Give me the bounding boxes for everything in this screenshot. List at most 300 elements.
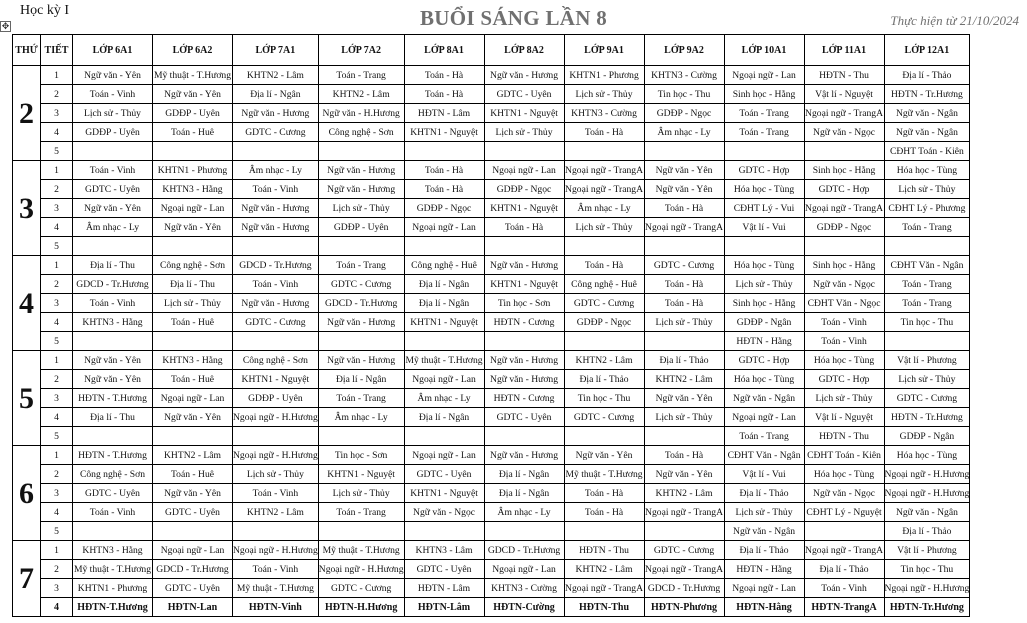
lesson-cell: KHTN1 - Nguyệt [484, 199, 564, 218]
lesson-cell: Ngoại ngữ - Lan [484, 161, 564, 180]
lesson-cell: Vật lí - Vui [724, 218, 804, 237]
period-cell: 1 [41, 351, 73, 370]
lesson-cell: Ngoại ngữ - TrangA [564, 579, 644, 598]
lesson-cell: Toán - Vinh [233, 560, 319, 579]
timetable [12, 34, 970, 617]
lesson-cell: GDTC - Uyên [73, 484, 153, 503]
lesson-cell: GDTC - Hợp [804, 370, 884, 389]
lesson-cell [318, 522, 404, 541]
lesson-cell: HĐTN-Phương [644, 598, 724, 617]
lesson-cell: GDCD - Tr.Hương [644, 579, 724, 598]
lesson-cell: Địa lí - Ngân [233, 85, 319, 104]
lesson-cell: CĐHT Toán - Kiên [804, 446, 884, 465]
lesson-cell: Ngoại ngữ - TrangA [804, 199, 884, 218]
lesson-cell: Ngữ văn - H.Hương [318, 104, 404, 123]
column-header: LỚP 9A1 [564, 35, 644, 66]
lesson-cell: Lịch sử - Thủy [884, 180, 970, 199]
lesson-cell: GDTC - Cương [233, 313, 319, 332]
lesson-cell: KHTN3 - Cường [484, 579, 564, 598]
lesson-cell: GDTC - Cương [318, 579, 404, 598]
lesson-cell: Toán - Huê [153, 123, 233, 142]
lesson-cell: Ngoại ngữ - H.Hương [233, 408, 319, 427]
lesson-cell: Ngữ văn - Yên [73, 351, 153, 370]
lesson-cell: HĐTN-TrangA [804, 598, 884, 617]
column-header: LỚP 7A2 [318, 35, 404, 66]
lesson-cell: HĐTN - Hằng [724, 332, 804, 351]
lesson-cell: Ngữ văn - Hương [318, 351, 404, 370]
lesson-cell: KHTN3 - Cường [564, 104, 644, 123]
period-cell: 1 [41, 161, 73, 180]
lesson-cell: Vật lí - Phương [884, 541, 970, 560]
lesson-cell: CĐHT Lý - Nguyệt [804, 503, 884, 522]
lesson-cell: Ngữ văn - Ngọc [804, 123, 884, 142]
period-cell: 2 [41, 275, 73, 294]
lesson-cell: HĐTN - T.Hương [73, 389, 153, 408]
lesson-cell [644, 237, 724, 256]
lesson-cell: Toán - Hà [564, 256, 644, 275]
lesson-cell [318, 332, 404, 351]
lesson-cell: Ngữ văn - Yên [644, 161, 724, 180]
lesson-cell: Sinh học - Hằng [804, 256, 884, 275]
lesson-cell: CĐHT Toán - Kiên [884, 142, 970, 161]
lesson-cell: Ngoại ngữ - H.Hương [884, 579, 970, 598]
table-row [13, 123, 970, 142]
table-row [13, 484, 970, 503]
lesson-cell: KHTN3 - Hằng [73, 313, 153, 332]
lesson-cell: GDCD - Tr.Hương [73, 275, 153, 294]
lesson-cell: KHTN1 - Nguyệt [484, 104, 564, 123]
lesson-cell: Mỹ thuật - T.Hương [153, 66, 233, 85]
lesson-cell: Lịch sử - Thủy [564, 218, 644, 237]
lesson-cell: KHTN2 - Lâm [153, 446, 233, 465]
lesson-cell: Lịch sử - Thủy [804, 389, 884, 408]
lesson-cell: Ngữ văn - Hương [484, 256, 564, 275]
lesson-cell: GDĐP - Uyên [318, 218, 404, 237]
period-cell: 4 [41, 218, 73, 237]
lesson-cell: KHTN1 - Phương [564, 66, 644, 85]
lesson-cell: Vật lí - Nguyệt [804, 85, 884, 104]
table-row [13, 389, 970, 408]
period-cell: 2 [41, 370, 73, 389]
day-cell: 3 [13, 161, 41, 256]
lesson-cell: KHTN2 - Lâm [644, 484, 724, 503]
lesson-cell: Ngoại ngữ - Lan [404, 446, 484, 465]
lesson-cell: Công nghệ - Sơn [318, 123, 404, 142]
table-row [13, 332, 970, 351]
lesson-cell: KHTN2 - Lâm [644, 370, 724, 389]
table-row [13, 503, 970, 522]
lesson-cell: Ngữ văn - Hương [318, 313, 404, 332]
lesson-cell: Tin học - Thu [644, 85, 724, 104]
lesson-cell: Lịch sử - Thủy [318, 484, 404, 503]
lesson-cell [318, 142, 404, 161]
lesson-cell: Ngoại ngữ - Lan [404, 370, 484, 389]
lesson-cell: KHTN2 - Lâm [233, 503, 319, 522]
lesson-cell: Toán - Trang [318, 66, 404, 85]
lesson-cell: Toán - Trang [724, 427, 804, 446]
lesson-cell: Hóa học - Tùng [804, 465, 884, 484]
lesson-cell: Toán - Vinh [73, 85, 153, 104]
lesson-cell [404, 522, 484, 541]
lesson-cell: Ngữ văn - Yên [644, 465, 724, 484]
lesson-cell: GDTC - Uyên [153, 579, 233, 598]
lesson-cell: Địa lí - Thu [73, 256, 153, 275]
lesson-cell: Toán - Hà [564, 123, 644, 142]
lesson-cell [318, 427, 404, 446]
lesson-cell: Lịch sử - Thủy [318, 199, 404, 218]
table-row [13, 161, 970, 180]
day-cell: 4 [13, 256, 41, 351]
lesson-cell: HĐTN - Tr.Hương [884, 85, 970, 104]
lesson-cell: Mỹ thuật - T.Hương [233, 579, 319, 598]
period-cell: 5 [41, 522, 73, 541]
period-cell: 1 [41, 446, 73, 465]
lesson-cell [233, 427, 319, 446]
header-row [13, 35, 970, 66]
lesson-cell: KHTN1 - Nguyệt [484, 275, 564, 294]
lesson-cell: GDĐP - Uyên [153, 104, 233, 123]
lesson-cell: Địa lí - Ngân [404, 408, 484, 427]
lesson-cell: Toán - Hà [404, 180, 484, 199]
table-row [13, 275, 970, 294]
lesson-cell: Ngữ văn - Ngân [724, 522, 804, 541]
lesson-cell: GDĐP - Ngọc [484, 180, 564, 199]
term-label: Học kỳ I [20, 3, 69, 18]
lesson-cell: Toán - Vinh [73, 161, 153, 180]
lesson-cell [153, 332, 233, 351]
lesson-cell: Lịch sử - Thủy [564, 85, 644, 104]
lesson-cell [644, 427, 724, 446]
table-row [13, 370, 970, 389]
lesson-cell: Toán - Vinh [804, 579, 884, 598]
lesson-cell: Công nghệ - Sơn [153, 256, 233, 275]
lesson-cell: HĐTN - Lâm [404, 579, 484, 598]
lesson-cell: Toán - Hà [644, 446, 724, 465]
period-cell: 5 [41, 142, 73, 161]
lesson-cell: HĐTN - Thu [804, 427, 884, 446]
lesson-cell: Ngữ văn - Hương [318, 180, 404, 199]
day-cell: 7 [13, 541, 41, 617]
lesson-cell: Ngoại ngữ - TrangA [564, 161, 644, 180]
lesson-cell: Địa lí - Thảo [724, 541, 804, 560]
lesson-cell: Toán - Vinh [233, 484, 319, 503]
lesson-cell: Mỹ thuật - T.Hương [564, 465, 644, 484]
lesson-cell: Lịch sử - Thủy [233, 465, 319, 484]
lesson-cell: Hóa học - Tùng [724, 180, 804, 199]
lesson-cell: Toán - Huê [153, 313, 233, 332]
lesson-cell: Ngữ văn - Hương [484, 351, 564, 370]
lesson-cell: Ngoại ngữ - Lan [153, 389, 233, 408]
lesson-cell: Ngoại ngữ - Lan [724, 579, 804, 598]
lesson-cell: Địa lí - Thảo [804, 560, 884, 579]
lesson-cell: Địa lí - Ngân [404, 294, 484, 313]
lesson-cell: GDĐP - Ngọc [404, 199, 484, 218]
lesson-cell: Toán - Huê [153, 370, 233, 389]
lesson-cell [153, 142, 233, 161]
lesson-cell [484, 522, 564, 541]
lesson-cell: Ngoại ngữ - Lan [724, 408, 804, 427]
lesson-cell [73, 142, 153, 161]
lesson-cell: Toán - Hà [564, 503, 644, 522]
lesson-cell: CĐHT Lý - Phương [884, 199, 970, 218]
column-header: LỚP 6A1 [73, 35, 153, 66]
lesson-cell: Tin học - Sơn [484, 294, 564, 313]
period-cell: 3 [41, 199, 73, 218]
lesson-cell: Toán - Trang [318, 389, 404, 408]
lesson-cell: Ngữ văn - Yên [73, 370, 153, 389]
lesson-cell: KHTN3 - Hằng [153, 180, 233, 199]
period-cell: 3 [41, 389, 73, 408]
period-cell: 5 [41, 427, 73, 446]
lesson-cell: Lịch sử - Thủy [724, 503, 804, 522]
lesson-cell: Địa lí - Thảo [724, 484, 804, 503]
lesson-cell: CĐHT Văn - Ngân [884, 256, 970, 275]
period-cell: 4 [41, 503, 73, 522]
lesson-cell: Sinh học - Hằng [804, 161, 884, 180]
lesson-cell: Hóa học - Tùng [724, 370, 804, 389]
lesson-cell: Ngoại ngữ - Lan [153, 541, 233, 560]
lesson-cell: KHTN1 - Nguyệt [404, 123, 484, 142]
lesson-cell [233, 142, 319, 161]
lesson-cell: GDTC - Uyên [404, 465, 484, 484]
table-row [13, 408, 970, 427]
period-cell: 4 [41, 313, 73, 332]
lesson-cell [404, 237, 484, 256]
lesson-cell [318, 237, 404, 256]
table-row [13, 199, 970, 218]
lesson-cell: Toán - Vinh [804, 332, 884, 351]
column-header: LỚP 11A1 [804, 35, 884, 66]
lesson-cell: Địa lí - Thảo [884, 66, 970, 85]
table-row [13, 313, 970, 332]
lesson-cell [644, 142, 724, 161]
lesson-cell: Ngữ văn - Ngân [884, 503, 970, 522]
lesson-cell: KHTN3 - Hằng [153, 351, 233, 370]
lesson-cell [564, 237, 644, 256]
lesson-cell: Tin học - Thu [564, 389, 644, 408]
lesson-cell: KHTN3 - Cường [644, 66, 724, 85]
lesson-cell [724, 237, 804, 256]
lesson-cell: Lịch sử - Thủy [644, 313, 724, 332]
lesson-cell: Lịch sử - Thủy [153, 294, 233, 313]
lesson-cell [724, 142, 804, 161]
table-move-handle-icon[interactable]: ✥ [1, 21, 10, 31]
lesson-cell: Toán - Vinh [73, 294, 153, 313]
table-row [13, 560, 970, 579]
lesson-cell: Ngữ văn - Yên [644, 389, 724, 408]
lesson-cell: Địa lí - Thu [73, 408, 153, 427]
lesson-cell [153, 427, 233, 446]
lesson-cell [884, 237, 970, 256]
lesson-cell [564, 332, 644, 351]
table-row [13, 85, 970, 104]
lesson-cell: GDĐP - Uyên [73, 123, 153, 142]
column-header: TIẾT [41, 35, 73, 66]
lesson-cell: Toán - Hà [404, 66, 484, 85]
lesson-cell: Ngoại ngữ - TrangA [564, 180, 644, 199]
column-header: LỚP 12A1 [884, 35, 970, 66]
lesson-cell: Ngoại ngữ - TrangA [804, 541, 884, 560]
table-row [13, 256, 970, 275]
lesson-cell: GDCD - Tr.Hương [233, 256, 319, 275]
table-row [13, 351, 970, 370]
period-cell: 4 [41, 408, 73, 427]
lesson-cell: Tin học - Thu [884, 313, 970, 332]
table-row [13, 66, 970, 85]
period-cell: 5 [41, 237, 73, 256]
lesson-cell: Ngoại ngữ - H.Hương [884, 484, 970, 503]
lesson-cell: Ngữ văn - Hương [233, 294, 319, 313]
lesson-cell: Ngữ văn - Ngân [724, 389, 804, 408]
lesson-cell: Toán - Hà [484, 218, 564, 237]
lesson-cell: Toán - Vinh [73, 503, 153, 522]
lesson-cell: Ngữ văn - Yên [73, 199, 153, 218]
lesson-cell: KHTN1 - Phương [73, 579, 153, 598]
lesson-cell: HĐTN-Thu [564, 598, 644, 617]
lesson-cell: Ngữ văn - Hương [233, 104, 319, 123]
day-cell: 5 [13, 351, 41, 446]
lesson-cell: HĐTN - Lâm [404, 104, 484, 123]
lesson-cell: Địa lí - Ngân [484, 465, 564, 484]
table-row [13, 237, 970, 256]
lesson-cell: HĐTN - Cương [484, 313, 564, 332]
period-cell: 1 [41, 541, 73, 560]
lesson-cell: Vật lí - Nguyệt [804, 408, 884, 427]
lesson-cell [484, 427, 564, 446]
lesson-cell: Địa lí - Ngân [318, 370, 404, 389]
table-row [13, 104, 970, 123]
table-row [13, 180, 970, 199]
lesson-cell: Toán - Trang [884, 275, 970, 294]
lesson-cell: KHTN2 - Lâm [233, 66, 319, 85]
lesson-cell: Âm nhạc - Ly [564, 199, 644, 218]
period-cell: 3 [41, 579, 73, 598]
lesson-cell [644, 332, 724, 351]
lesson-cell: Ngữ văn - Ngân [884, 123, 970, 142]
lesson-cell: Ngữ văn - Hương [233, 218, 319, 237]
lesson-cell: GDTC - Cương [644, 541, 724, 560]
lesson-cell [804, 142, 884, 161]
lesson-cell: Địa lí - Thảo [884, 522, 970, 541]
period-cell: 1 [41, 66, 73, 85]
lesson-cell [404, 427, 484, 446]
lesson-cell: HĐTN-T.Hương [73, 598, 153, 617]
lesson-cell: Toán - Vinh [233, 275, 319, 294]
lesson-cell: HĐTN-Tr.Hương [884, 598, 970, 617]
lesson-cell: Ngữ văn - Hương [484, 446, 564, 465]
lesson-cell [153, 237, 233, 256]
lesson-cell: GDTC - Cương [564, 294, 644, 313]
lesson-cell: Ngữ văn - Yên [644, 180, 724, 199]
lesson-cell: Lịch sử - Thủy [724, 275, 804, 294]
lesson-cell: Vật lí - Vui [724, 465, 804, 484]
lesson-cell: Ngoại ngữ - TrangA [644, 560, 724, 579]
lesson-cell: Mỹ thuật - T.Hương [318, 541, 404, 560]
lesson-cell: Lịch sử - Thủy [73, 104, 153, 123]
lesson-cell: KHTN1 - Nguyệt [233, 370, 319, 389]
lesson-cell: Ngoại ngữ - H.Hương [233, 541, 319, 560]
table-row [13, 522, 970, 541]
lesson-cell: Toán - Hà [644, 294, 724, 313]
lesson-cell: Công nghệ - Sơn [233, 351, 319, 370]
lesson-cell: Toán - Trang [724, 123, 804, 142]
table-row [13, 465, 970, 484]
day-cell: 6 [13, 446, 41, 541]
lesson-cell: Ngoại ngữ - Lan [484, 560, 564, 579]
lesson-cell [73, 237, 153, 256]
lesson-cell: KHTN1 - Nguyệt [404, 313, 484, 332]
lesson-cell: KHTN3 - Hằng [73, 541, 153, 560]
lesson-cell: Ngoại ngữ - Lan [404, 218, 484, 237]
lesson-cell: GDCD - Tr.Hương [153, 560, 233, 579]
lesson-cell: Toán - Trang [884, 294, 970, 313]
lesson-cell [233, 237, 319, 256]
period-cell: 5 [41, 332, 73, 351]
lesson-cell [804, 522, 884, 541]
period-cell: 4 [41, 123, 73, 142]
lesson-cell: Ngữ văn - Yên [73, 66, 153, 85]
lesson-cell: Mỹ thuật - T.Hương [73, 560, 153, 579]
lesson-cell [484, 237, 564, 256]
lesson-cell [233, 522, 319, 541]
lesson-cell: Toán - Hà [404, 85, 484, 104]
lesson-cell: Sinh học - Hằng [724, 85, 804, 104]
column-header: LỚP 7A1 [233, 35, 319, 66]
lesson-cell: Ngữ văn - Yên [153, 218, 233, 237]
lesson-cell: GDCD - Tr.Hương [318, 294, 404, 313]
lesson-cell: CĐHT Văn - Ngọc [804, 294, 884, 313]
lesson-cell: Mỹ thuật - T.Hương [404, 351, 484, 370]
lesson-cell: Ngữ văn - Ngọc [404, 503, 484, 522]
lesson-cell: HĐTN - Hằng [724, 560, 804, 579]
lesson-cell: KHTN3 - Lâm [404, 541, 484, 560]
lesson-cell: Ngữ văn - Yên [153, 85, 233, 104]
lesson-cell: Toán - Trang [884, 218, 970, 237]
lesson-cell [804, 237, 884, 256]
lesson-cell [484, 142, 564, 161]
lesson-cell: GDĐP - Uyên [233, 389, 319, 408]
lesson-cell: Toán - Vinh [804, 313, 884, 332]
table-row [13, 142, 970, 161]
period-cell: 2 [41, 465, 73, 484]
period-cell: 3 [41, 484, 73, 503]
lesson-cell: Âm nhạc - Ly [73, 218, 153, 237]
lesson-cell: HĐTN - Tr.Hương [884, 408, 970, 427]
lesson-cell: Ngữ văn - Yên [153, 484, 233, 503]
lesson-cell: HĐTN - Thu [804, 66, 884, 85]
lesson-cell: Toán - Hà [644, 275, 724, 294]
lesson-cell: Địa lí - Thảo [644, 351, 724, 370]
lesson-cell: Toán - Hà [564, 484, 644, 503]
column-header: LỚP 9A2 [644, 35, 724, 66]
lesson-cell: HĐTN-Lâm [404, 598, 484, 617]
lesson-cell: CĐHT Văn - Ngân [724, 446, 804, 465]
lesson-cell: GDTC - Cương [564, 408, 644, 427]
period-cell: 3 [41, 104, 73, 123]
period-cell: 3 [41, 294, 73, 313]
lesson-cell [484, 332, 564, 351]
lesson-cell: KHTN2 - Lâm [318, 85, 404, 104]
lesson-cell: Hóa học - Tùng [804, 351, 884, 370]
column-header: LỚP 8A2 [484, 35, 564, 66]
lesson-cell: Vật lí - Phương [884, 351, 970, 370]
lesson-cell [404, 332, 484, 351]
lesson-cell: Ngữ văn - Hương [233, 199, 319, 218]
lesson-cell: Công nghệ - Huê [564, 275, 644, 294]
lesson-cell: Ngoại ngữ - TrangA [804, 104, 884, 123]
lesson-cell [153, 522, 233, 541]
lesson-cell [233, 332, 319, 351]
